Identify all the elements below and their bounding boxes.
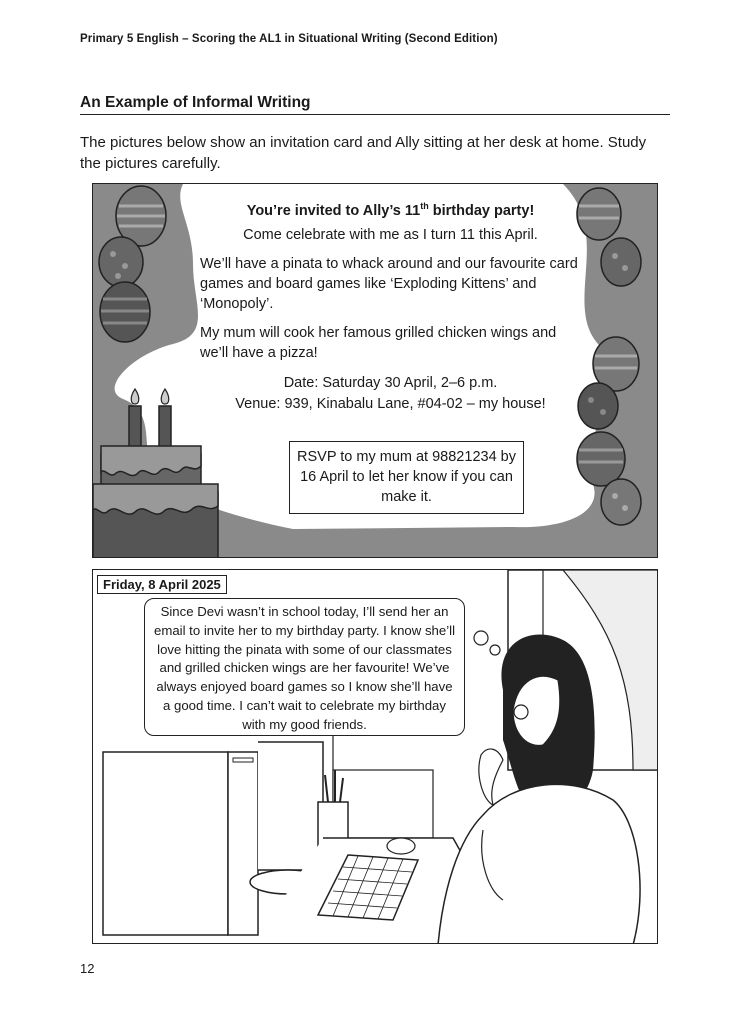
invitation-card-panel	[92, 183, 658, 558]
section-divider	[80, 114, 670, 115]
balloons-left	[99, 186, 166, 342]
invitation-date: Date: Saturday 30 April, 2–6 p.m.	[283, 375, 498, 391]
invitation-title: You’re invited to Ally’s 11th birthday party!	[246, 201, 535, 219]
section-title: An Example of Informal Writing	[80, 94, 311, 111]
thought-bubble: Since Devi wasn’t in school today, I’ll send her an email to invite her to my birthday party. I know she’ll love hitting the pinata with some of our classmates and grilled chicken wings are her favourite! We’ve always enjoyed board games so I know she’ll have a good time. I can’t wait to celebrate my birthday with my good friends.	[144, 598, 465, 736]
diary-date-tag: Friday, 8 April 2025	[97, 575, 227, 594]
invitation-line-3: My mum will cook her famous grilled chicken wings and we’ll have a pizza!	[200, 325, 557, 361]
rsvp-box: RSVP to my mum at 98821234 by 16 April to let her know if you can make it.	[289, 441, 524, 514]
running-header: Primary 5 English – Scoring the AL1 in Situational Writing (Second Edition)	[80, 33, 498, 45]
invitation-venue: Venue: 939, Kinabalu Lane, #04-02 – my house!	[235, 396, 546, 412]
intro-paragraph: The pictures below show an invitation card and Ally sitting at her desk at home. Study the pictures carefully.	[80, 134, 647, 172]
page-number: 12	[80, 961, 95, 976]
invitation-line-1: Come celebrate with me as I turn 11 this April.	[243, 227, 538, 243]
scene-panel	[92, 569, 658, 944]
invitation-line-2: We’ll have a pinata to whack around and our favourite card games and board games like ‘Exploding Kittens’ and ‘Monopoly’.	[200, 256, 578, 312]
